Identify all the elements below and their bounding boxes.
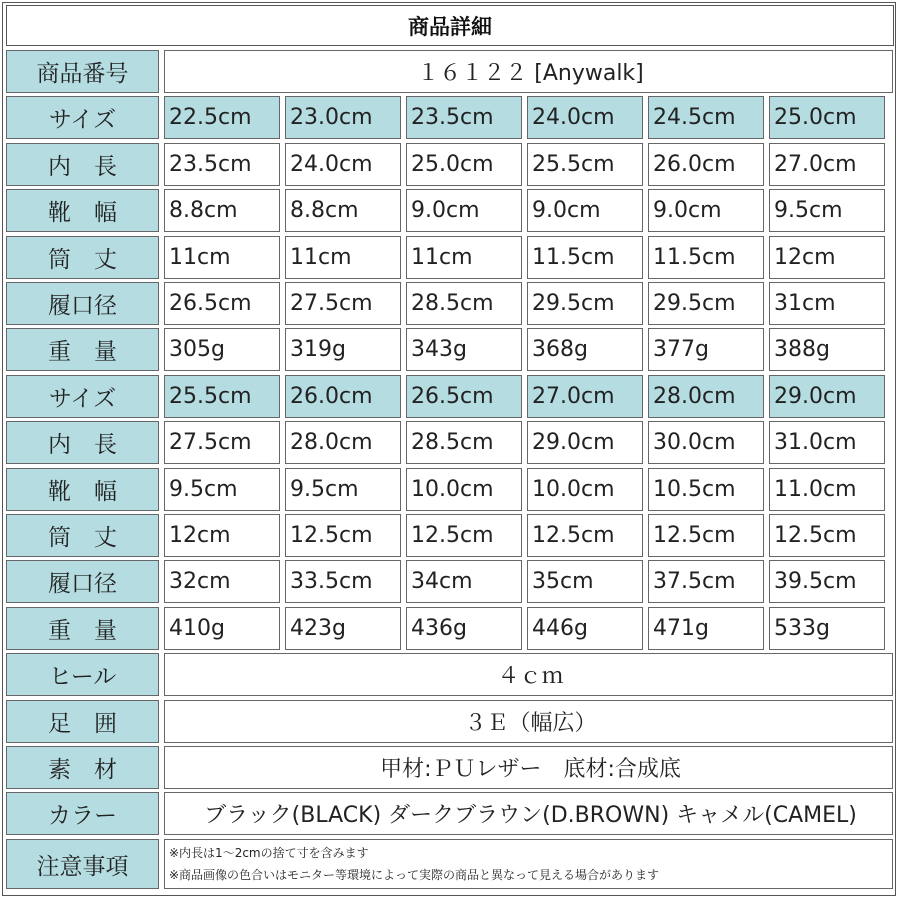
measure-cell: 26.5cm <box>164 282 280 325</box>
measure-cell: 25.5cm <box>527 143 643 186</box>
measure-cell: 377g <box>648 328 764 371</box>
page-title: 商品詳細 <box>6 5 894 46</box>
measure-cell: 9.5cm <box>285 468 401 511</box>
measure-cell: 12.5cm <box>648 514 764 557</box>
measure-cell: 11cm <box>164 236 280 279</box>
measure-cell: 29.5cm <box>527 282 643 325</box>
measure-cell: 37.5cm <box>648 560 764 603</box>
measure-cell: 533g <box>769 607 885 650</box>
measure-cell: 34cm <box>406 560 522 603</box>
measure-label: 重 量 <box>6 607 159 650</box>
measure-label: 筒 丈 <box>6 514 159 557</box>
note-line: ※内長は1～2cmの捨て寸を含みます <box>169 846 369 860</box>
material-label: 素 材 <box>6 746 159 789</box>
measure-cell: 10.5cm <box>648 468 764 511</box>
foot-girth-value: ３Ｅ（幅広） <box>164 700 893 743</box>
measure-label: 靴 幅 <box>6 189 159 232</box>
measure-label: 筒 丈 <box>6 236 159 279</box>
measure-label: 重 量 <box>6 328 159 371</box>
measure-label: 靴 幅 <box>6 468 159 511</box>
measure-cell: 9.5cm <box>164 468 280 511</box>
foot-girth-label: 足 囲 <box>6 700 159 743</box>
measure-cell: 11cm <box>406 236 522 279</box>
measure-label: 履口径 <box>6 282 159 325</box>
measure-cell: 12.5cm <box>527 514 643 557</box>
measure-cell: 39.5cm <box>769 560 885 603</box>
heel-value: ４ｃｍ <box>164 653 893 696</box>
size-cell: 29.0cm <box>769 375 885 418</box>
measure-cell: 26.0cm <box>648 143 764 186</box>
size-cell: 26.5cm <box>406 375 522 418</box>
measure-cell: 8.8cm <box>164 189 280 232</box>
measure-label: 内 長 <box>6 143 159 186</box>
measure-cell: 27.0cm <box>769 143 885 186</box>
measure-cell: 28.5cm <box>406 282 522 325</box>
measure-cell: 446g <box>527 607 643 650</box>
measure-cell: 32cm <box>164 560 280 603</box>
size-cell: 26.0cm <box>285 375 401 418</box>
measure-cell: 33.5cm <box>285 560 401 603</box>
size-cell: 24.0cm <box>527 96 643 139</box>
notes-box <box>164 839 893 889</box>
measure-cell: 23.5cm <box>164 143 280 186</box>
measure-cell: 388g <box>769 328 885 371</box>
measure-cell: 27.5cm <box>285 282 401 325</box>
measure-cell: 10.0cm <box>527 468 643 511</box>
measure-cell: 31.0cm <box>769 421 885 464</box>
measure-cell: 30.0cm <box>648 421 764 464</box>
measure-cell: 9.5cm <box>769 189 885 232</box>
measure-cell: 24.0cm <box>285 143 401 186</box>
measure-cell: 12.5cm <box>406 514 522 557</box>
size-cell: 23.0cm <box>285 96 401 139</box>
measure-cell: 28.5cm <box>406 421 522 464</box>
measure-cell: 11.5cm <box>527 236 643 279</box>
measure-cell: 12.5cm <box>285 514 401 557</box>
size-cell: 25.0cm <box>769 96 885 139</box>
measure-cell: 29.5cm <box>648 282 764 325</box>
measure-cell: 10.0cm <box>406 468 522 511</box>
measure-cell: 29.0cm <box>527 421 643 464</box>
size-label: サイズ <box>6 96 159 139</box>
measure-cell: 11.0cm <box>769 468 885 511</box>
material-value: 甲材:ＰＵレザー 底材:合成底 <box>164 746 893 789</box>
color-value: ブラック(BLACK) ダークブラウン(D.BROWN) キャメル(CAMEL) <box>164 792 893 835</box>
size-label: サイズ <box>6 375 159 418</box>
measure-cell: 410g <box>164 607 280 650</box>
note-line: ※商品画像の色合いはモニター等環境によって実際の商品と異なって見える場合があります <box>169 868 660 882</box>
measure-cell: 9.0cm <box>648 189 764 232</box>
measure-cell: 31cm <box>769 282 885 325</box>
measure-cell: 319g <box>285 328 401 371</box>
notes-label: 注意事項 <box>6 839 159 889</box>
measure-cell: 11cm <box>285 236 401 279</box>
measure-cell: 12.5cm <box>769 514 885 557</box>
measure-cell: 35cm <box>527 560 643 603</box>
measure-cell: 368g <box>527 328 643 371</box>
size-cell: 22.5cm <box>164 96 280 139</box>
measure-cell: 423g <box>285 607 401 650</box>
measure-cell: 12cm <box>769 236 885 279</box>
size-cell: 28.0cm <box>648 375 764 418</box>
heel-label: ヒール <box>6 653 159 696</box>
product-number-label: 商品番号 <box>6 50 159 93</box>
measure-cell: 27.5cm <box>164 421 280 464</box>
size-cell: 25.5cm <box>164 375 280 418</box>
measure-label: 内 長 <box>6 421 159 464</box>
size-cell: 27.0cm <box>527 375 643 418</box>
measure-cell: 8.8cm <box>285 189 401 232</box>
measure-cell: 11.5cm <box>648 236 764 279</box>
product-number-value: １６１２２ [Anywalk] <box>164 50 893 93</box>
color-label: カラー <box>6 792 159 835</box>
measure-cell: 9.0cm <box>406 189 522 232</box>
measure-cell: 25.0cm <box>406 143 522 186</box>
size-cell: 24.5cm <box>648 96 764 139</box>
measure-cell: 12cm <box>164 514 280 557</box>
measure-label: 履口径 <box>6 560 159 603</box>
measure-cell: 471g <box>648 607 764 650</box>
measure-cell: 436g <box>406 607 522 650</box>
measure-cell: 343g <box>406 328 522 371</box>
measure-cell: 28.0cm <box>285 421 401 464</box>
measure-cell: 9.0cm <box>527 189 643 232</box>
size-cell: 23.5cm <box>406 96 522 139</box>
measure-cell: 305g <box>164 328 280 371</box>
